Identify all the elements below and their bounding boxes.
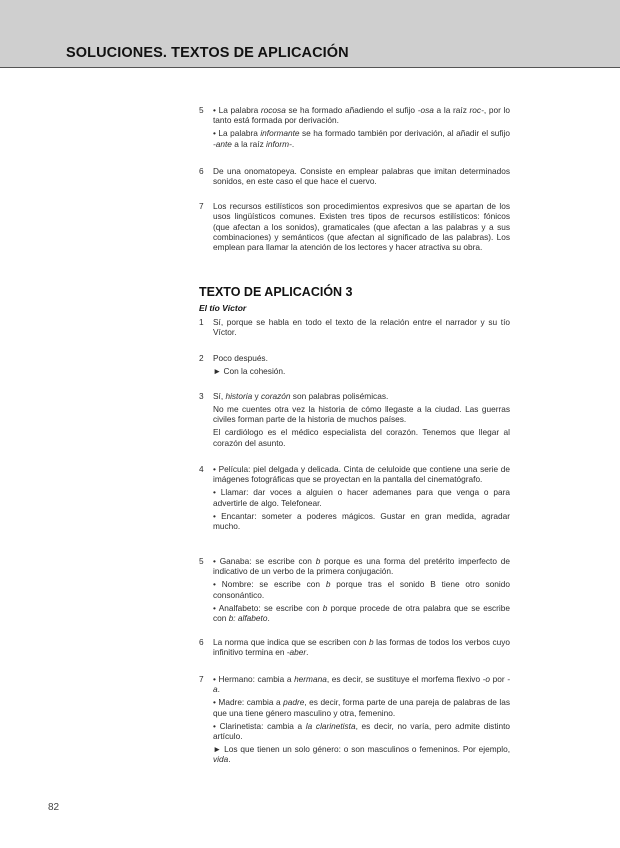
header-title: SOLUCIONES. TEXTOS DE APLICACIÓN — [66, 45, 349, 61]
italic-term: -aber — [286, 647, 307, 658]
answer-paragraph: No me cuentes otra vez la historia de cómo llegaste a la ciudad. Las guerras civiles forman parte de la historia de muchos países. — [213, 404, 510, 425]
answer-paragraph: Sí, historia y corazón son palabras polisémicas. — [213, 391, 389, 401]
italic-term: corazón — [260, 391, 291, 401]
answer-paragraph: • La palabra rocosa se ha formado añadiendo el sufijo -osa a la raíz roc-, por lo tanto está formada por derivación. — [213, 105, 510, 126]
answer-paragraph: Sí, porque se habla en todo el texto de la relación entre el narrador y su tío Víctor. — [213, 317, 510, 338]
item-number: 3 — [199, 391, 204, 401]
item-number: 1 — [199, 317, 204, 327]
italic-term: -osa — [417, 105, 434, 115]
answer-paragraph: • Nombre: se escribe con b porque tras el sonido B tiene otro sonido consonántico. — [213, 579, 510, 600]
item-content — [213, 556, 510, 623]
italic-term: la clarinetista — [305, 720, 356, 731]
answer-item — [199, 201, 510, 252]
answer-paragraph: • Madre: cambia a padre, es decir, forma parte de una pareja de palabras de las que una tiene género masculino y otra, femenino. — [213, 697, 510, 718]
item-number: 7 — [199, 674, 204, 684]
answer-item — [199, 674, 510, 765]
italic-term: roc- — [469, 105, 484, 115]
answer-paragraph: • Película: piel delgada y delicada. Cinta de celuloide que contiene una serie de imágenes fotográficas que se proyectan en la pantalla del cinematógrafo. — [213, 464, 510, 485]
item-content — [213, 166, 510, 187]
italic-term: padre — [283, 697, 305, 708]
italic-term: -o — [482, 674, 491, 684]
item-number: 6 — [199, 637, 204, 647]
italic-term: -ante — [213, 138, 232, 149]
answer-item — [199, 353, 510, 376]
section-subtitle: El tío Víctor — [199, 303, 247, 313]
answer-paragraph: • La palabra informante se ha formado también por derivación, al añadir el sufijo -ante a la raíz inform-. — [213, 128, 510, 149]
italic-term: rocosa — [260, 105, 286, 115]
item-content — [213, 317, 510, 338]
item-content — [213, 353, 510, 376]
answer-paragraph: • Analfabeto: se escribe con b porque procede de otra palabra que se escribe con b: alfabeto. — [213, 602, 510, 624]
answer-item — [199, 464, 510, 531]
italic-term: inform- — [266, 138, 292, 149]
answer-item — [199, 637, 510, 658]
item-content — [213, 674, 510, 765]
italic-term: informante — [260, 128, 300, 139]
item-content — [213, 391, 510, 448]
italic-term: b — [369, 637, 374, 647]
italic-term: b — [325, 579, 331, 590]
answer-item — [199, 166, 510, 187]
italic-term: b — [322, 602, 328, 613]
answer-paragraph: ► Con la cohesión. — [213, 366, 286, 377]
answer-item — [199, 105, 510, 149]
section-title: TEXTO DE APLICACIÓN 3 — [199, 285, 353, 299]
answer-paragraph: • Hermano: cambia a hermana, es decir, se sustituye el morfema flexivo -o por -a. — [213, 674, 510, 695]
answer-paragraph: De una onomatopeya. Consiste en emplear palabras que imitan determinados sonidos, en este caso el que hace el cuervo. — [213, 166, 510, 187]
item-number: 5 — [199, 556, 204, 566]
item-content — [213, 105, 510, 149]
answer-item — [199, 556, 510, 623]
answer-paragraph: • Ganaba: se escribe con b porque es una forma del pretérito imperfecto de indicativo de un verbo de la primera conjugación. — [213, 556, 511, 577]
page-header — [0, 0, 620, 68]
item-number: 2 — [199, 353, 204, 363]
italic-term: historia — [225, 391, 253, 401]
italic-term: b: alfabeto — [228, 613, 268, 624]
answer-paragraph: • Llamar: dar voces a alguien o hacer ademanes para que venga o para advertirle de algo. Telefonear. — [213, 487, 510, 508]
answer-paragraph: El cardiólogo es el médico especialista del corazón. Tenemos que llegar al corazón del asunto. — [213, 427, 510, 448]
answer-paragraph: ► Los que tienen un solo género: o son masculinos o femeninos. Por ejemplo, vida. — [213, 744, 510, 765]
item-number: 7 — [199, 201, 204, 211]
answer-item — [199, 317, 510, 338]
answer-paragraph: Los recursos estilísticos son procedimientos expresivos que se apartan de los usos lingüísticos comunes. Existen tres tipos de recursos estilísticos: fónicos (que afectan a los sonidos), gramaticales (que afectan a las palabras y a sus combinaciones) y semánticos (que afectan al significado de las palabras). Los emplean para llamar la atención de los lectores y hacer atractiva su obra. — [213, 201, 510, 253]
item-content — [213, 637, 510, 658]
item-number: 4 — [199, 464, 204, 474]
answer-item — [199, 391, 510, 448]
italic-term: hermana — [294, 674, 327, 684]
italic-term: -a — [213, 674, 510, 695]
answer-paragraph: Poco después. — [213, 353, 268, 363]
item-number: 5 — [199, 105, 204, 115]
page-number: 82 — [48, 802, 60, 813]
answer-paragraph: • Encantar: someter a poderes mágicos. Gustar en gran medida, agradar mucho. — [213, 510, 510, 532]
italic-term: vida — [213, 754, 229, 765]
item-number: 6 — [199, 166, 204, 176]
item-content — [213, 201, 510, 252]
italic-term: b — [315, 556, 321, 566]
answer-paragraph: • Clarinetista: cambia a la clarinetista, es decir, no varía, pero admite distinto artículo. — [213, 720, 510, 742]
item-content — [213, 464, 510, 531]
answer-paragraph: La norma que indica que se escriben con b las formas de todos los verbos cuyo infinitivo termina en -aber. — [213, 637, 510, 658]
